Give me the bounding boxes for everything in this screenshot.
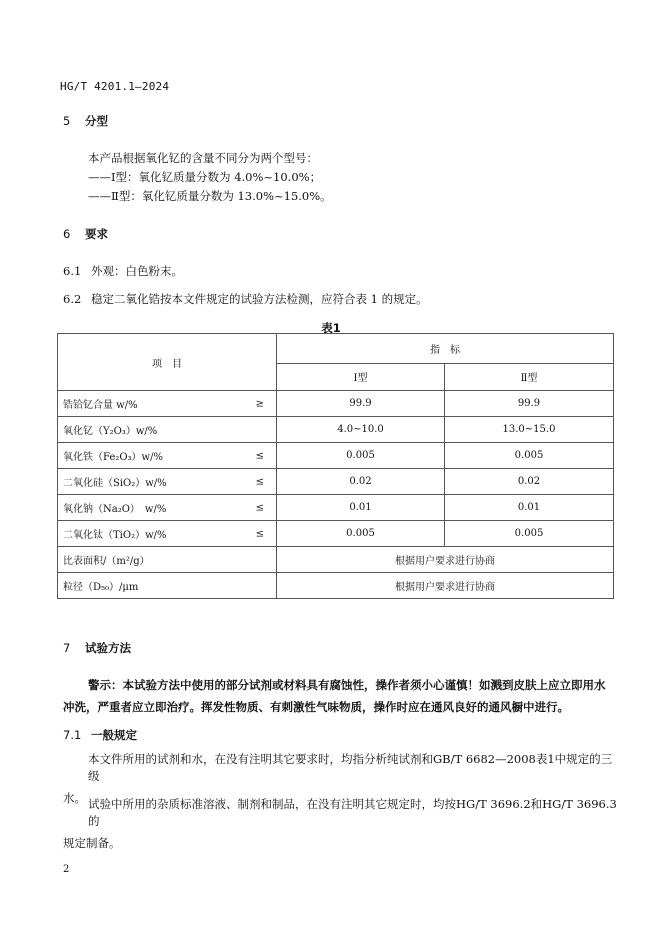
spec-table bbox=[57, 333, 614, 599]
row-value-type1: 0.02 bbox=[277, 469, 445, 495]
paragraph-line: 本文件所用的试剂和水，在没有注明其它要求时，均指分析纯试剂和GB/T 6682—2008表1中规定的三级 bbox=[88, 752, 613, 783]
row-value-type2: 0.005 bbox=[445, 443, 614, 469]
row-value-type2: 99.9 bbox=[445, 391, 614, 417]
clause-6-2 bbox=[63, 291, 428, 308]
header-type2: Ⅱ型 bbox=[445, 363, 614, 390]
row-value-type2: 0.005 bbox=[445, 521, 614, 547]
table-row bbox=[58, 495, 614, 521]
row-item bbox=[58, 469, 277, 495]
row-item-label: 氧化钠（Na₂O） w/% bbox=[63, 504, 167, 515]
row-item bbox=[58, 521, 277, 547]
table-caption: 表1 bbox=[321, 321, 341, 335]
header-index: 指 标 bbox=[277, 334, 614, 364]
row-item-label: 二氧化钛（TiO₂）w/% bbox=[63, 530, 167, 541]
section-7-heading bbox=[63, 640, 131, 656]
clause-7-1-heading bbox=[63, 727, 137, 743]
row-limit-symbol: ≤ bbox=[255, 476, 264, 487]
clause-6-1 bbox=[63, 263, 183, 280]
table-header-row bbox=[58, 334, 614, 364]
row-value-type2: 13.0~15.0 bbox=[445, 417, 614, 443]
section-title: 试验方法 bbox=[85, 641, 131, 655]
row-item-label: 粒径（D₅₀）/μm bbox=[63, 582, 139, 593]
warning-line: 警示：本试验方法中使用的部分试剂或材料具有腐蚀性，操作者须小心谨慎！如溅到皮肤上应立即用水 bbox=[88, 678, 606, 692]
clause-number: 6.1 bbox=[63, 264, 82, 278]
header-type1: Ⅰ型 bbox=[277, 363, 445, 390]
sec5-intro: 本产品根据氧化钇的含量不同分为两个型号： bbox=[88, 151, 318, 165]
row-item-label: 比表面积/（m²/g） bbox=[63, 556, 150, 567]
warning-line: 冲洗，严重者应立即治疗。挥发性物质、有刺激性气味物质，操作时应在通风良好的通风橱中进行。 bbox=[63, 700, 569, 714]
clause-number: 6.2 bbox=[63, 292, 82, 306]
section-number: 5 bbox=[63, 114, 71, 128]
page-number: 2 bbox=[63, 864, 70, 875]
section-number: 7 bbox=[63, 641, 71, 655]
row-item-label: 二氧化硅（SiO₂）w/% bbox=[63, 478, 167, 489]
table-row bbox=[58, 391, 614, 417]
row-item bbox=[58, 547, 277, 573]
clause-text: 外观：白色粉末。 bbox=[91, 264, 183, 278]
row-item bbox=[58, 495, 277, 521]
row-limit-symbol: ≤ bbox=[255, 528, 264, 539]
row-value-type1: 99.9 bbox=[277, 391, 445, 417]
row-item bbox=[58, 573, 277, 599]
row-value-type2: 0.01 bbox=[445, 495, 614, 521]
clause-text: 稳定二氧化锆按本文件规定的试验方法检测，应符合表 1 的规定。 bbox=[91, 292, 428, 306]
row-value-type2: 0.02 bbox=[445, 469, 614, 495]
row-value-merged: 根据用户要求进行协商 bbox=[277, 547, 614, 573]
table-row bbox=[58, 573, 614, 599]
section-title: 要求 bbox=[85, 227, 108, 241]
warning-text bbox=[63, 674, 618, 718]
row-value-type1: 0.01 bbox=[277, 495, 445, 521]
paragraph-line: 试验中所用的杂质标准溶液、制剂和制品，在没有注明其它规定时，均按HG/T 3696.2和HG/T 3696.3的 bbox=[88, 797, 617, 828]
general-rule-paragraph-2 bbox=[63, 796, 618, 852]
row-item-label: 氧化铁（Fe₂O₃）w/% bbox=[63, 452, 163, 463]
row-item bbox=[58, 417, 277, 443]
sec5-type2: ——Ⅱ型：氧化钇质量分数为 13.0%~15.0%。 bbox=[88, 189, 332, 203]
paragraph-line: 规定制备。 bbox=[63, 836, 121, 850]
sec5-type1: ——Ⅰ型：氧化钇质量分数为 4.0%~10.0%； bbox=[88, 170, 322, 184]
row-value-type1: 0.005 bbox=[277, 521, 445, 547]
table-row bbox=[58, 417, 614, 443]
row-item-label: 氧化钇（Y₂O₃）w/% bbox=[63, 426, 158, 437]
table-row bbox=[58, 443, 614, 469]
row-value-merged: 根据用户要求进行协商 bbox=[277, 573, 614, 599]
table-row bbox=[58, 521, 614, 547]
section-5-heading bbox=[63, 113, 108, 129]
row-limit-symbol: ≤ bbox=[255, 450, 264, 461]
row-item bbox=[58, 391, 277, 417]
row-item-label: 锆铪钇合量 w/% bbox=[63, 400, 138, 411]
section-title: 分型 bbox=[85, 114, 108, 128]
header-item: 项 目 bbox=[58, 334, 277, 391]
clause-number: 7.1 bbox=[63, 728, 82, 742]
paragraph-line: 水。 bbox=[63, 791, 86, 805]
section-6-heading bbox=[63, 226, 108, 242]
table-row bbox=[58, 547, 614, 573]
row-value-type1: 0.005 bbox=[277, 443, 445, 469]
table-row bbox=[58, 469, 614, 495]
standard-code: HG/T 4201.1—2024 bbox=[60, 80, 170, 93]
row-item bbox=[58, 443, 277, 469]
row-limit-symbol: ≤ bbox=[255, 502, 264, 513]
row-value-type1: 4.0~10.0 bbox=[277, 417, 445, 443]
row-limit-symbol: ≥ bbox=[255, 398, 264, 409]
section-number: 6 bbox=[63, 227, 71, 241]
clause-title: 一般规定 bbox=[91, 728, 137, 742]
